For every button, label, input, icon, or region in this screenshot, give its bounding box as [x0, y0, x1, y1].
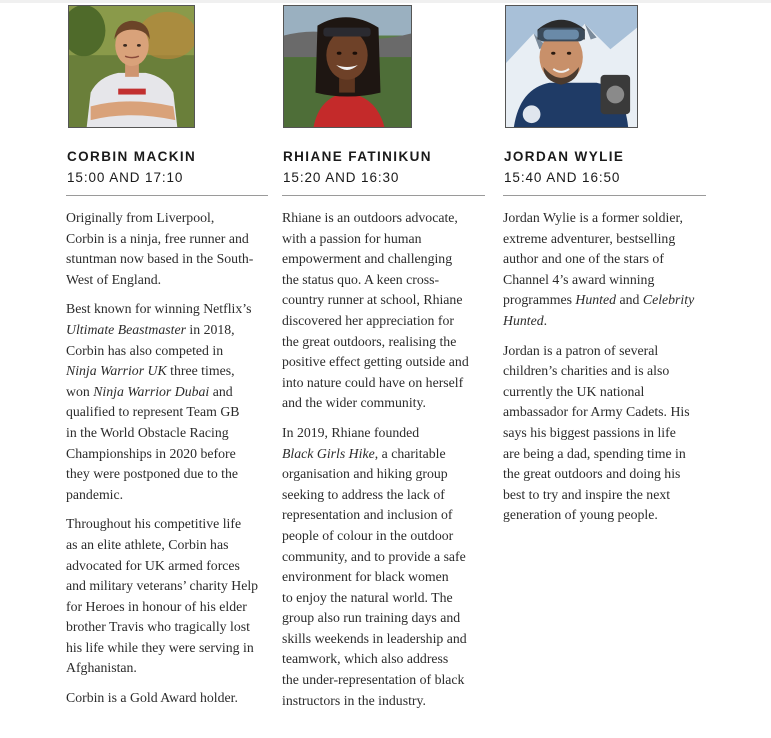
- bio-line: [66, 638, 272, 659]
- bio-text: representation and inclusion of: [282, 507, 453, 523]
- bio-line: [66, 270, 272, 291]
- bio-line: [503, 464, 713, 485]
- bio-text: Rhiane is an outdoors advocate,: [282, 210, 458, 225]
- bio-line: [503, 505, 713, 526]
- divider: [66, 195, 268, 196]
- bio-text: and the wider community.: [282, 395, 426, 411]
- bio-text: positive effect getting outside and: [282, 354, 469, 370]
- bio-line: [282, 423, 488, 444]
- bio-text: and military veterans’ charity Help: [66, 578, 259, 594]
- bio-text: In 2019, Rhiane founded: [282, 424, 420, 440]
- bio-text: and: [209, 383, 233, 399]
- bio-line: [282, 444, 488, 465]
- bio-line: [282, 649, 488, 670]
- man-portrait-icon: [69, 6, 194, 127]
- bio-text: qualified to represent Team GB: [66, 404, 240, 420]
- bio-text: discovered her appreciation for: [282, 312, 454, 328]
- bio-text: .: [543, 312, 548, 328]
- divider: [282, 195, 485, 196]
- bio-line: [282, 505, 488, 526]
- bio-title-italic: Ninja Warrior UK: [66, 363, 167, 379]
- bio-text: they were postponed due to the: [66, 466, 239, 482]
- bio-text: country runner at school, Rhiane: [282, 292, 463, 308]
- bio-text: empowerment and challenging: [282, 251, 453, 267]
- bio-title-italic: Black Girls Hike: [282, 445, 375, 461]
- bio-line: [282, 208, 488, 229]
- bio-line: [503, 229, 713, 250]
- bio-line: [66, 361, 272, 382]
- bio-text: Jordan is a patron of several: [503, 342, 659, 358]
- bio-paragraph: [282, 423, 488, 711]
- speaker-times: 15:20 AND 16:30: [283, 170, 400, 185]
- bio-text: the great outdoors and doing his: [503, 466, 681, 482]
- bio-text: advocated for UK armed forces: [66, 557, 240, 573]
- bio-line: [66, 688, 272, 709]
- bio-line: [66, 485, 272, 506]
- bio-line: [282, 567, 488, 588]
- speaker-bio: [282, 208, 488, 720]
- bio-line: [503, 208, 713, 229]
- bio-line: [66, 320, 272, 341]
- bio-line: [282, 464, 488, 485]
- bio-text: the great outdoors, realising the: [282, 333, 457, 349]
- speaker-photo: [283, 5, 412, 128]
- bio-line: [503, 361, 713, 382]
- speaker-photo: [68, 5, 195, 128]
- bio-text: won: [66, 383, 94, 399]
- bio-line: [282, 670, 488, 691]
- bio-text: for Heroes in honour of his elder: [66, 598, 247, 614]
- bio-text: environment for black women: [282, 569, 449, 585]
- bio-text: in the World Obstacle Racing: [66, 424, 229, 440]
- speaker-name: JORDAN WYLIE: [504, 149, 625, 164]
- bio-line: [503, 249, 713, 270]
- bio-text: are being a dad, spending time in: [503, 445, 686, 461]
- bio-text: teamwork, which also address: [282, 651, 449, 667]
- speaker-times: 15:00 AND 17:10: [67, 170, 184, 185]
- bio-line: [282, 526, 488, 547]
- bio-line: [282, 608, 488, 629]
- speaker-name: CORBIN MACKIN: [67, 149, 197, 164]
- bio-line: [66, 299, 272, 320]
- bio-line: [66, 556, 272, 577]
- bio-line: [282, 229, 488, 250]
- bio-title-italic: Ninja Warrior Dubai: [93, 383, 210, 399]
- bio-text: instructors in the industry.: [282, 692, 426, 708]
- bio-paragraph: [503, 341, 713, 526]
- bio-text: Best known for winning Netflix’s: [66, 301, 252, 317]
- bio-text: the under-representation of black: [282, 672, 465, 688]
- bio-line: [66, 576, 272, 597]
- bio-text: says his biggest passions in life: [503, 424, 676, 440]
- bio-line: [503, 270, 713, 291]
- bio-line: [66, 402, 272, 423]
- bio-line: [282, 290, 488, 311]
- bio-line: [66, 514, 272, 535]
- bio-text: brother Travis who tragically lost: [66, 619, 250, 635]
- bio-line: [282, 249, 488, 270]
- bio-line: [66, 229, 272, 250]
- bio-text: Afghanistan.: [66, 660, 137, 676]
- bio-text: with a passion for human: [282, 230, 422, 246]
- bio-text: extreme adventurer, bestselling: [503, 230, 676, 246]
- woman-portrait-icon: [284, 6, 411, 127]
- bio-line: [66, 382, 272, 403]
- bio-text: ambassador for Army Cadets. His: [503, 404, 690, 420]
- bio-line: [503, 485, 713, 506]
- bio-text: Originally from Liverpool,: [66, 210, 215, 225]
- divider: [503, 195, 706, 196]
- bio-text: generation of young people.: [503, 507, 658, 523]
- bio-title-italic: Celebrity: [642, 292, 695, 308]
- bio-text: people of colour in the outdoor: [282, 527, 454, 543]
- bio-line: [282, 547, 488, 568]
- bio-text: pandemic.: [66, 486, 124, 502]
- bio-paragraph: [66, 514, 272, 679]
- bio-line: [282, 373, 488, 394]
- bio-title-italic: Ultimate Beastmaster: [66, 321, 186, 337]
- bio-text: best to try and inspire the next: [503, 486, 671, 502]
- bio-paragraph: [66, 688, 272, 709]
- speaker-name: RHIANE FATINIKUN: [283, 149, 432, 164]
- bio-text: to enjoy the natural world. The: [282, 589, 453, 605]
- bio-text: into nature could have on herself: [282, 374, 464, 390]
- bio-text: his life while they were serving in: [66, 639, 254, 655]
- bio-text: skills weekends in leadership and: [282, 630, 467, 646]
- bio-line: [503, 341, 713, 362]
- bio-text: group also run training days and: [282, 610, 461, 626]
- bio-title-italic: Hunted: [503, 312, 544, 328]
- bio-text: West of England.: [66, 271, 162, 287]
- bio-line: [66, 464, 272, 485]
- bio-line: [503, 402, 713, 423]
- bio-line: [66, 535, 272, 556]
- bio-line: [66, 444, 272, 465]
- bio-line: [66, 617, 272, 638]
- bio-line: [66, 423, 272, 444]
- bio-text: Jordan Wylie is a former soldier,: [503, 210, 683, 225]
- bio-paragraph: [66, 208, 272, 290]
- bio-line: [503, 290, 713, 311]
- bio-paragraph: [66, 299, 272, 505]
- speaker-bio: [503, 208, 713, 535]
- bio-paragraph: [282, 208, 488, 414]
- bio-text: Corbin has also competed in: [66, 342, 224, 358]
- speaker-bio: [66, 208, 272, 718]
- bio-text: Channel 4’s award winning: [503, 271, 655, 287]
- speaker-photo: [505, 5, 638, 128]
- bio-line: [282, 691, 488, 712]
- bio-text: as an elite athlete, Corbin has: [66, 536, 229, 552]
- bio-text: currently the UK national: [503, 383, 645, 399]
- bio-text: three times,: [166, 363, 235, 379]
- bio-text: author and one of the stars of: [503, 251, 664, 267]
- bio-text: Championships in 2020 before: [66, 445, 236, 461]
- bio-title-italic: Hunted: [575, 292, 617, 308]
- top-rule: [0, 0, 771, 3]
- bio-line: [66, 208, 272, 229]
- bio-text: children’s charities and is also: [503, 363, 670, 379]
- bio-text: Throughout his competitive life: [66, 516, 242, 532]
- bio-line: [282, 393, 488, 414]
- bio-text: community, and to provide a safe: [282, 548, 466, 564]
- bio-line: [282, 485, 488, 506]
- bio-text: in 2018,: [185, 321, 235, 337]
- bio-paragraph: [503, 208, 713, 332]
- bio-line: [66, 658, 272, 679]
- bio-line: [66, 341, 272, 362]
- man-with-goggles-portrait-icon: [506, 6, 637, 127]
- bio-line: [282, 588, 488, 609]
- bio-text: organisation and hiking group: [282, 466, 448, 482]
- bio-line: [503, 444, 713, 465]
- bio-text: , a charitable: [374, 445, 446, 461]
- bio-text: and: [616, 292, 643, 308]
- bio-text: Corbin is a Gold Award holder.: [66, 690, 238, 706]
- speaker-times: 15:40 AND 16:50: [504, 170, 621, 185]
- bio-line: [282, 332, 488, 353]
- bio-line: [66, 597, 272, 618]
- bio-line: [282, 311, 488, 332]
- bio-line: [282, 352, 488, 373]
- bio-line: [503, 382, 713, 403]
- bio-line: [282, 629, 488, 650]
- bio-text: seeking to address the lack of: [282, 486, 445, 502]
- bio-text: stuntman now based in the South-: [66, 251, 254, 267]
- bio-line: [503, 423, 713, 444]
- bio-line: [503, 311, 713, 332]
- bio-line: [66, 249, 272, 270]
- bio-line: [282, 270, 488, 291]
- bio-text: programmes: [503, 292, 576, 308]
- bio-text: the status quo. A keen cross-: [282, 271, 440, 287]
- bio-text: Corbin is a ninja, free runner and: [66, 230, 249, 246]
